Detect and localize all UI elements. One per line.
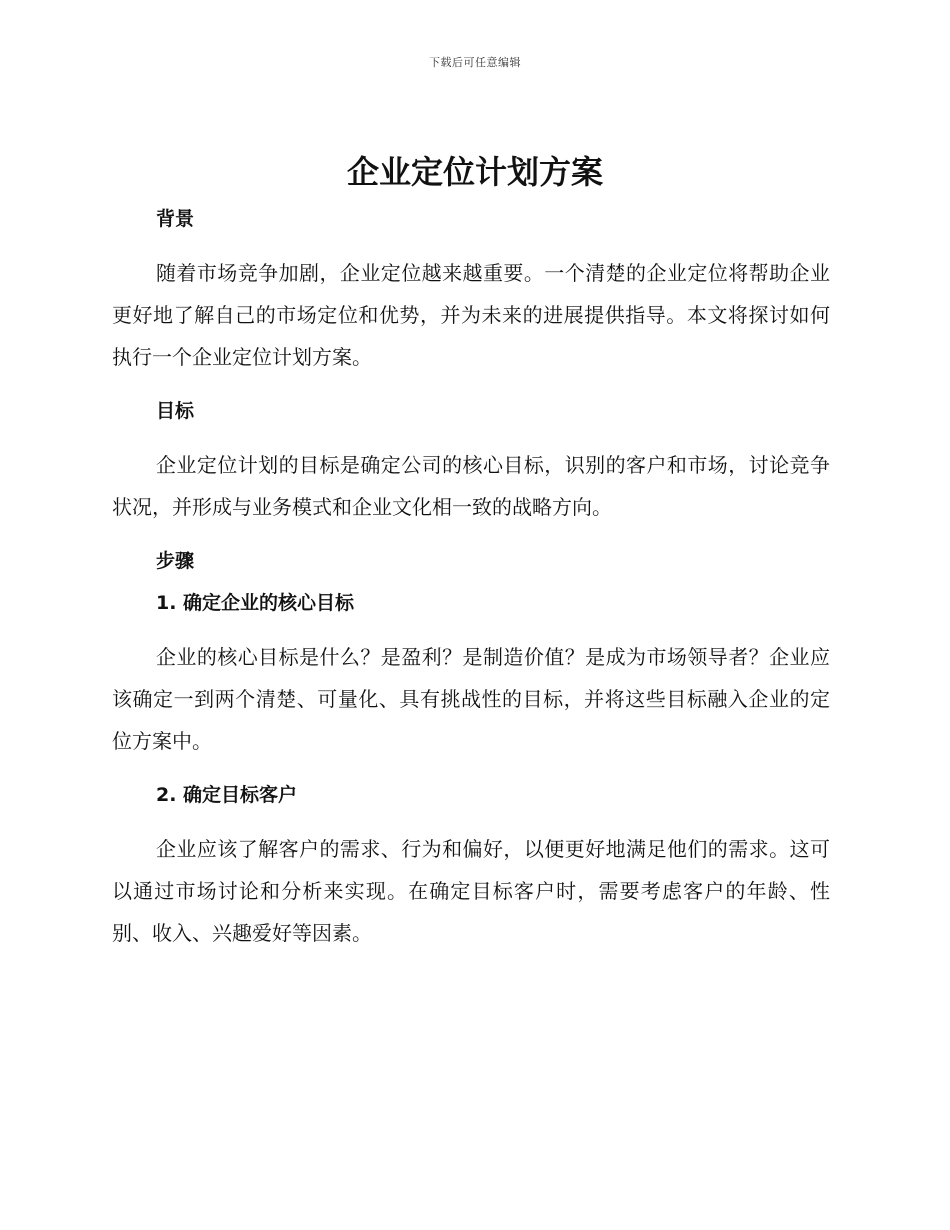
paragraph-step-1: 企业的核心目标是什么？是盈利？是制造价值？是成为市场领导者？企业应该确定一到两个清楚、可量化、具有挑战性的目标，并将这些目标融入企业的定位方案中。 xyxy=(112,645,830,753)
paragraph-goal: 企业定位计划的目标是确定公司的核心目标，识别的客户和市场，讨论竞争状况，并形成与业务模式和企业文化相一致的战略方向。 xyxy=(112,453,830,519)
paragraph-background: 随着市场竞争加剧，企业定位越来越重要。一个清楚的企业定位将帮助企业更好地了解自己的市场定位和优势，并为未来的进展提供指导。本文将探讨如何执行一个企业定位计划方案。 xyxy=(112,261,830,369)
step-heading-1: 1. 确定企业的核心目标 xyxy=(156,592,355,614)
section-heading-background: 背景 xyxy=(156,208,195,230)
section-heading-steps: 步骤 xyxy=(156,550,195,572)
document-body xyxy=(112,198,830,966)
page-header: 下载后可任意编辑 xyxy=(429,56,521,69)
section-heading-goal: 目标 xyxy=(156,400,195,422)
document-title: 企业定位计划方案 xyxy=(346,153,603,191)
paragraph-step-2: 企业应该了解客户的需求、行为和偏好，以便更好地满足他们的需求。这可以通过市场讨论和分析来实现。在确定目标客户时，需要考虑客户的年龄、性别、收入、兴趣爱好等因素。 xyxy=(112,837,830,945)
step-heading-2: 2. 确定目标客户 xyxy=(156,784,298,806)
